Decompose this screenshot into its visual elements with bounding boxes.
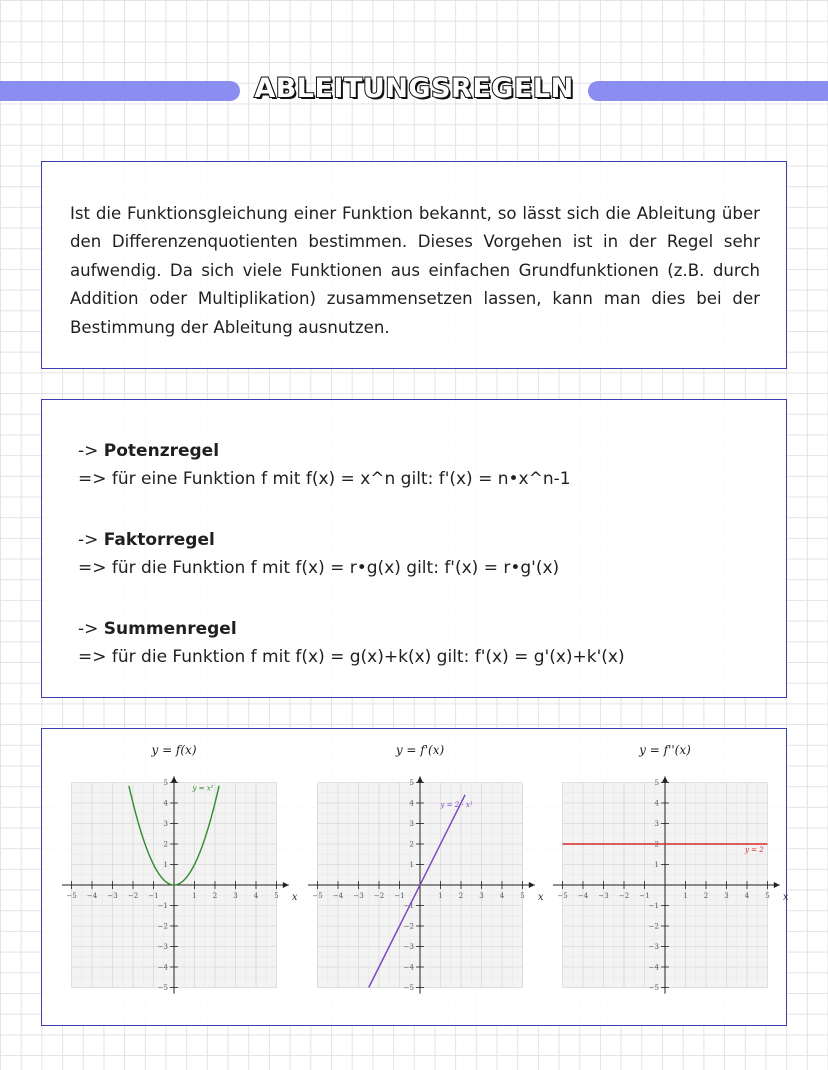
x-tick-label: −5	[66, 892, 77, 900]
x-axis-label: x	[537, 892, 544, 903]
y-tick-label: 3	[409, 820, 414, 828]
y-tick-label: −1	[157, 902, 168, 910]
series-label: y = 2 · x¹	[440, 801, 473, 810]
page-title: ABLEITUNGSREGELN	[254, 73, 574, 104]
rule-arrow: ->	[78, 530, 99, 550]
rule-arrow: ->	[78, 619, 99, 639]
rule-text: für die Funktion f mit f(x) = g(x)+k(x) gilt: f'(x) = g'(x)+k'(x)	[111, 647, 625, 667]
y-axis-arrow	[662, 776, 668, 782]
intro-box	[41, 161, 787, 369]
rule-name: Summenregel	[103, 619, 237, 639]
x-tick-label: −3	[598, 892, 609, 900]
y-tick-label: −3	[157, 943, 168, 951]
y-tick-label: 1	[409, 861, 414, 869]
y-tick-label: 4	[409, 799, 414, 808]
y-tick-label: 2	[654, 840, 659, 849]
x-tick-label: −1	[148, 892, 159, 900]
rule-implication: =>	[78, 558, 107, 578]
rule-arrow: ->	[78, 441, 99, 461]
chart-f	[62, 737, 302, 1013]
x-tick-label: −2	[618, 892, 630, 900]
x-tick-label: 5	[520, 892, 525, 900]
x-tick-label: 4	[744, 892, 750, 900]
rule-potenzregel	[78, 437, 571, 493]
x-tick-label: 3	[724, 892, 729, 900]
x-tick-label: −2	[127, 892, 139, 900]
x-tick-label: 1	[438, 892, 443, 900]
x-axis-arrow	[529, 882, 535, 888]
rule-faktorregel	[78, 526, 559, 582]
rule-text: für die Funktion f mit f(x) = r•g(x) gilt: f'(x) = r•g'(x)	[111, 558, 560, 578]
x-tick-label: 2	[703, 892, 709, 900]
series-label: y = x²	[192, 784, 214, 793]
x-tick-label: −2	[373, 892, 385, 900]
y-tick-label: 1	[163, 861, 168, 869]
x-tick-label: −4	[577, 892, 589, 900]
rule-implication: =>	[78, 469, 107, 489]
y-tick-label: −3	[648, 943, 659, 951]
y-tick-label: 4	[654, 799, 659, 808]
x-axis-arrow	[283, 882, 289, 888]
chart-f-double-prime	[553, 737, 793, 1013]
series-label: y = 2	[744, 846, 764, 855]
y-tick-label: −2	[157, 922, 168, 931]
y-tick-label: 2	[409, 840, 414, 849]
y-tick-label: −5	[403, 984, 414, 992]
x-tick-label: 1	[192, 892, 197, 900]
x-axis-arrow	[774, 882, 780, 888]
intro-text: Ist die Funktionsgleichung einer Funktion bekannt, so lässt sich die Ableitung über den Differenzenquotienten bestimmen. Dieses Vorgehen ist in der Regel sehr aufwendig. Da sich viele Funktionen aus einfachen Grundfunktionen (z.B. durch Addition oder Multiplikation) zusammensetzen lassen, kann man dies bei der Bestimmung der Ableitung ausnutzen.	[70, 204, 760, 337]
x-tick-label: −1	[639, 892, 650, 900]
y-tick-label: −4	[648, 963, 659, 972]
x-tick-label: 4	[253, 892, 259, 900]
y-tick-label: −5	[157, 984, 168, 992]
y-tick-label: 5	[163, 779, 168, 787]
y-tick-label: −4	[403, 963, 414, 972]
x-tick-label: −4	[332, 892, 344, 900]
x-axis-label: x	[782, 892, 789, 903]
x-axis-label: x	[291, 892, 298, 903]
title-bar-left	[0, 81, 240, 101]
chart-f-prime	[308, 737, 548, 1013]
rule-name: Faktorregel	[103, 530, 215, 550]
x-tick-label: 3	[479, 892, 484, 900]
title-bar-right	[588, 81, 828, 101]
y-tick-label: 3	[654, 820, 659, 828]
y-tick-label: 1	[654, 861, 659, 869]
y-tick-label: −1	[403, 902, 414, 910]
x-tick-label: 2	[212, 892, 218, 900]
chart-title: y = f'(x)	[395, 743, 445, 757]
y-axis-arrow	[171, 776, 177, 782]
x-tick-label: 2	[458, 892, 464, 900]
x-tick-label: 5	[274, 892, 279, 900]
x-tick-label: 4	[499, 892, 505, 900]
x-tick-label: 3	[233, 892, 238, 900]
y-tick-label: −3	[403, 943, 414, 951]
y-tick-label: 5	[409, 779, 414, 787]
x-tick-label: 5	[765, 892, 770, 900]
title-bar	[0, 73, 828, 104]
y-tick-label: 5	[654, 779, 659, 787]
x-tick-label: −3	[107, 892, 118, 900]
y-axis-arrow	[417, 776, 423, 782]
x-tick-label: −1	[394, 892, 405, 900]
y-tick-label: −2	[648, 922, 659, 931]
x-tick-label: −5	[557, 892, 568, 900]
rule-name: Potenzregel	[103, 441, 220, 461]
rules-box	[41, 399, 787, 698]
y-tick-label: 2	[163, 840, 168, 849]
y-tick-label: −4	[157, 963, 168, 972]
rule-implication: =>	[78, 647, 107, 667]
rule-text: für eine Funktion f mit f(x) = x^n gilt: f'(x) = n•x^n-1	[111, 469, 571, 489]
chart-title: y = f''(x)	[639, 743, 691, 757]
x-tick-label: −5	[312, 892, 323, 900]
x-tick-label: 1	[683, 892, 688, 900]
y-tick-label: 4	[163, 799, 168, 808]
y-tick-label: −5	[648, 984, 659, 992]
rule-summenregel	[78, 615, 625, 671]
x-tick-label: −4	[86, 892, 98, 900]
y-tick-label: −1	[648, 902, 659, 910]
chart-title: y = f(x)	[151, 743, 197, 757]
y-tick-label: 3	[163, 820, 168, 828]
x-tick-label: −3	[353, 892, 364, 900]
charts-box	[41, 728, 787, 1026]
y-tick-label: −2	[403, 922, 414, 931]
